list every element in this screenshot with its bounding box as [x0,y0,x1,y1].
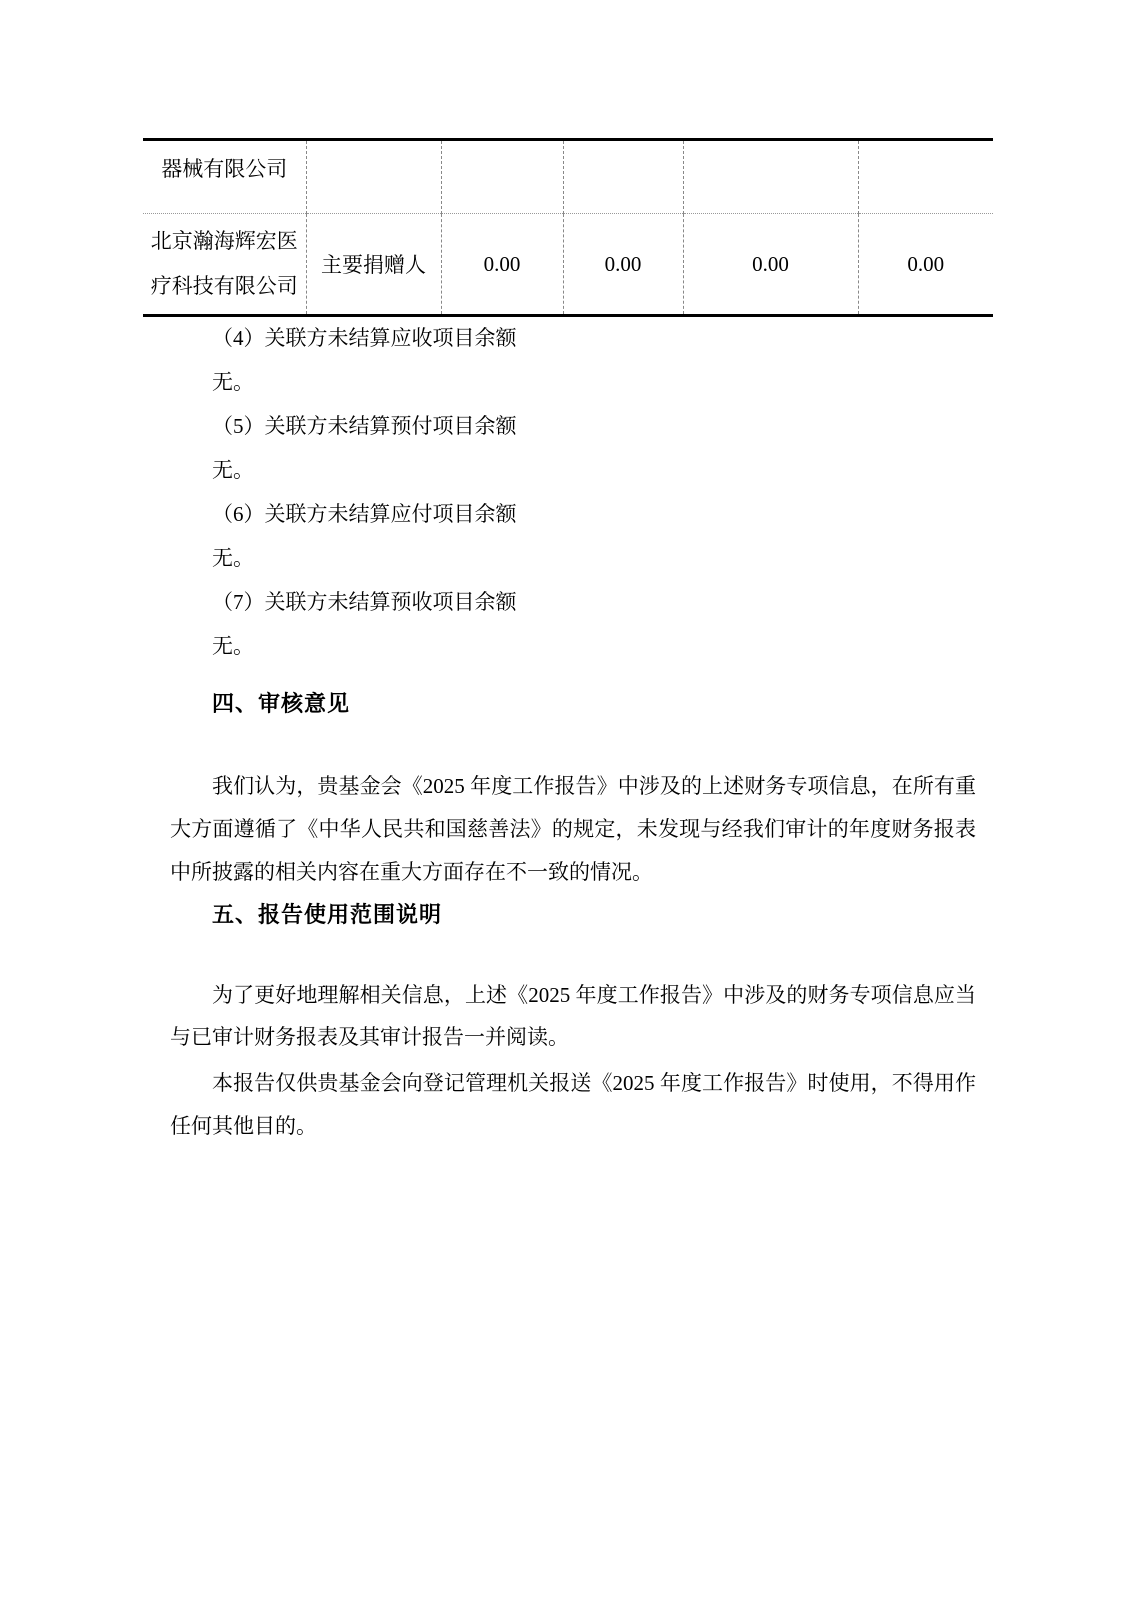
value-cell: 0.00 [683,214,858,316]
list-item-label: （7）关联方未结算预收项目余额 [212,590,517,614]
list-item-label: （6）关联方未结算应付项目余额 [212,502,517,526]
value-cell [441,140,563,214]
paragraph-audit-opinion: 我们认为，贵基金会《2025 年度工作报告》中涉及的上述财务专项信息，在所有重大方面遵循了《中华人民共和国慈善法》的规定，未发现与经我们审计的年度财务报表中所披露的相关内容在重大方面存在不一致的情况。 [170,774,976,884]
role-cell: 主要捐赠人 [306,214,441,316]
value-cell: 0.00 [563,214,683,316]
company-cell [143,214,306,316]
company-name: 器械有限公司 [161,157,288,181]
section-heading-report-scope: 五、报告使用范围说明 [212,902,443,927]
list-item-value: 无。 [212,458,254,482]
paragraph-report-scope-1: 为了更好地理解相关信息，上述《2025 年度工作报告》中涉及的财务专项信息应当与已审计财务报表及其审计报告一并阅读。 [170,983,976,1049]
value-cell [683,140,858,214]
company-cell [143,140,306,214]
value-cell: 0.00 [858,214,993,316]
list-item-value: 无。 [212,370,254,394]
list-item-label: （5）关联方未结算预付项目余额 [212,414,517,438]
related-party-table [143,138,993,317]
company-name-line-1: 北京瀚海辉宏医 [150,229,298,253]
list-item-value: 无。 [212,634,254,658]
role-cell [306,140,441,214]
company-name-line-2: 疗科技有限公司 [150,274,298,298]
table-row [143,140,993,214]
list-item-label: （4）关联方未结算应收项目余额 [212,326,517,350]
value-cell [563,140,683,214]
related-items-list [170,316,976,668]
value-cell [858,140,993,214]
table-row [143,214,993,316]
value-cell: 0.00 [441,214,563,316]
paragraph-report-scope-2: 本报告仅供贵基金会向登记管理机关报送《2025 年度工作报告》时使用，不得用作任何其他目的。 [170,1071,976,1138]
section-heading-audit-opinion: 四、审核意见 [212,691,351,716]
list-item-value: 无。 [212,546,254,570]
